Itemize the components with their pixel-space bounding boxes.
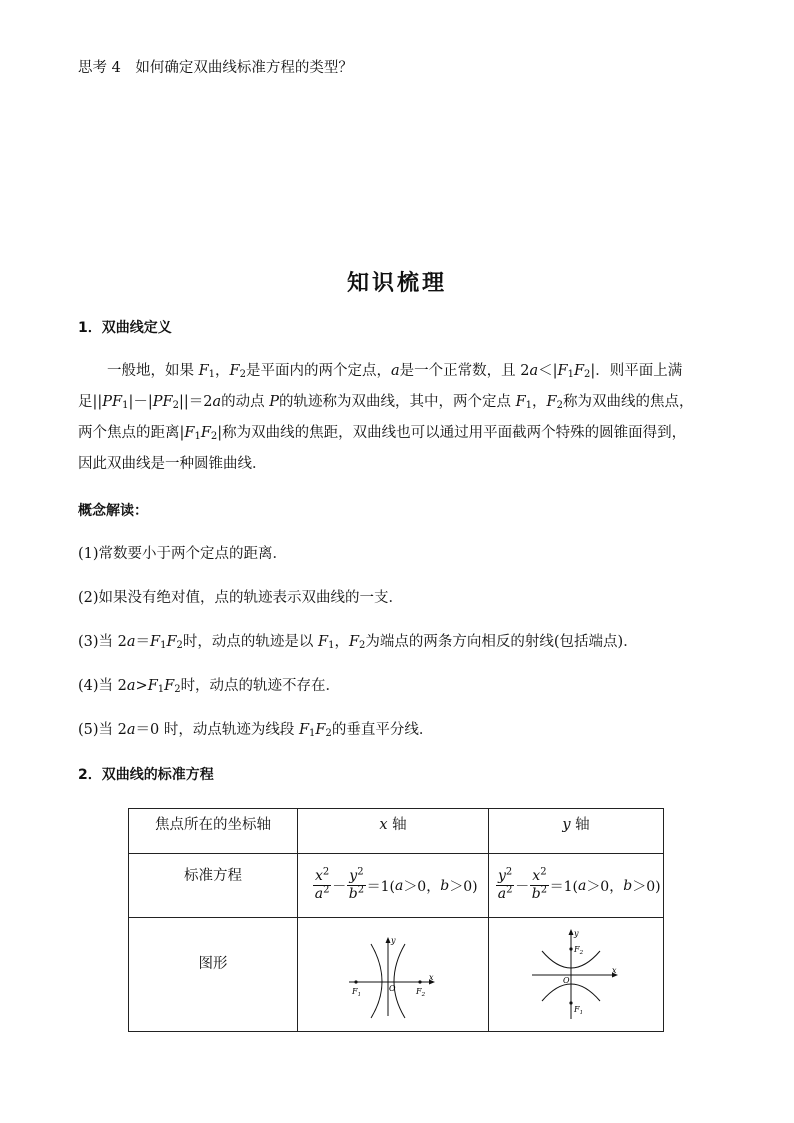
focus-f2-point [418, 980, 421, 983]
x-axis-label: x [429, 972, 434, 982]
concept-item-3: (3)当 $2a=F_1F_2$时，动点的轨迹是以 $F_1$，$F_2$为端点的两条方向相反的射线(包括端点)． [78, 634, 638, 651]
origin-label: O [563, 975, 570, 985]
concept-item-1: (1)常数要小于两个定点的距离． [78, 546, 288, 562]
focus-f2-label: $F_2$ [416, 986, 426, 998]
origin-label: O [389, 983, 396, 993]
focus-f1-label: $F_1$ [352, 986, 362, 998]
focus-f1-point [354, 980, 357, 983]
section-2-title: 2．双曲线的标准方程 [78, 767, 214, 783]
hyperbola-left-branch [371, 944, 382, 1018]
y-axis-arrow [386, 937, 391, 943]
focus-f1-point [569, 1001, 572, 1004]
header-focus-axis: 焦点所在的坐标轴 [129, 809, 298, 854]
section-heading: 知识梳理 [346, 270, 447, 296]
graph-x-axis-cell [298, 918, 489, 1032]
think-question: 思考 4 如何确定双曲线标准方程的类型？ [78, 60, 353, 76]
focus-f2-point [569, 947, 572, 950]
equation-x-axis: $\frac{x^2}{a^2}$ － $\frac{y^2}{b^2}$ ＝1( a ＞0， b ＞0) [298, 854, 489, 918]
x-axis-label: x [612, 965, 617, 975]
row-label-graph: 图形 [129, 918, 298, 1032]
concept-title: 概念解读： [78, 503, 148, 519]
definition-paragraph: 一般地，如果 $F_1$，$F_2$是平面内的两个定点，a是一个正常数，且 $2a<|F_1F_2|$．则平面上满 足$||PF_1|-|PF_2||=2a$的动点 P的轨迹称为双曲线，其中，两个定点 $F_1$，$F_2$称为双曲线的焦点， 两个焦点的距离$|F_1F_2|$称为双曲线的焦距，双曲线也可以通过用平面截两个特殊的圆锥面得到， 因此双曲线是一种圆锥曲线． [78, 363, 694, 472]
focus-f2-label: $F_2$ [574, 944, 584, 956]
standard-equation-table [128, 808, 664, 1032]
y-axis-arrow [569, 929, 574, 935]
equation-y-axis: $\frac{y^2}{a^2}$ － $\frac{x^2}{b^2}$ ＝1( a ＞0， b ＞0) [489, 854, 664, 918]
y-axis-label: y [391, 935, 396, 945]
graph-y-axis-cell [489, 918, 664, 1032]
header-x-axis: x 轴 [298, 809, 489, 854]
concept-item-2: (2)如果没有绝对值，点的轨迹表示双曲线的一支． [78, 590, 404, 606]
concept-item-5: (5)当 2a＝0 时，动点轨迹为线段 $F_1F_2$的垂直平分线． [78, 722, 434, 739]
hyperbola-y-graph [526, 927, 626, 1023]
concept-item-4: (4)当 $2a>F_1F_2$时，动点的轨迹不存在． [78, 678, 341, 695]
row-label-standard-equation: 标准方程 [129, 854, 298, 918]
hyperbola-right-branch [394, 944, 405, 1018]
hyperbola-x-graph [343, 930, 443, 1020]
header-y-axis: y 轴 [489, 809, 664, 854]
section-1-title: 1．双曲线定义 [78, 320, 172, 336]
y-axis-label: y [574, 928, 579, 938]
focus-f1-label: $F_1$ [574, 1004, 584, 1016]
